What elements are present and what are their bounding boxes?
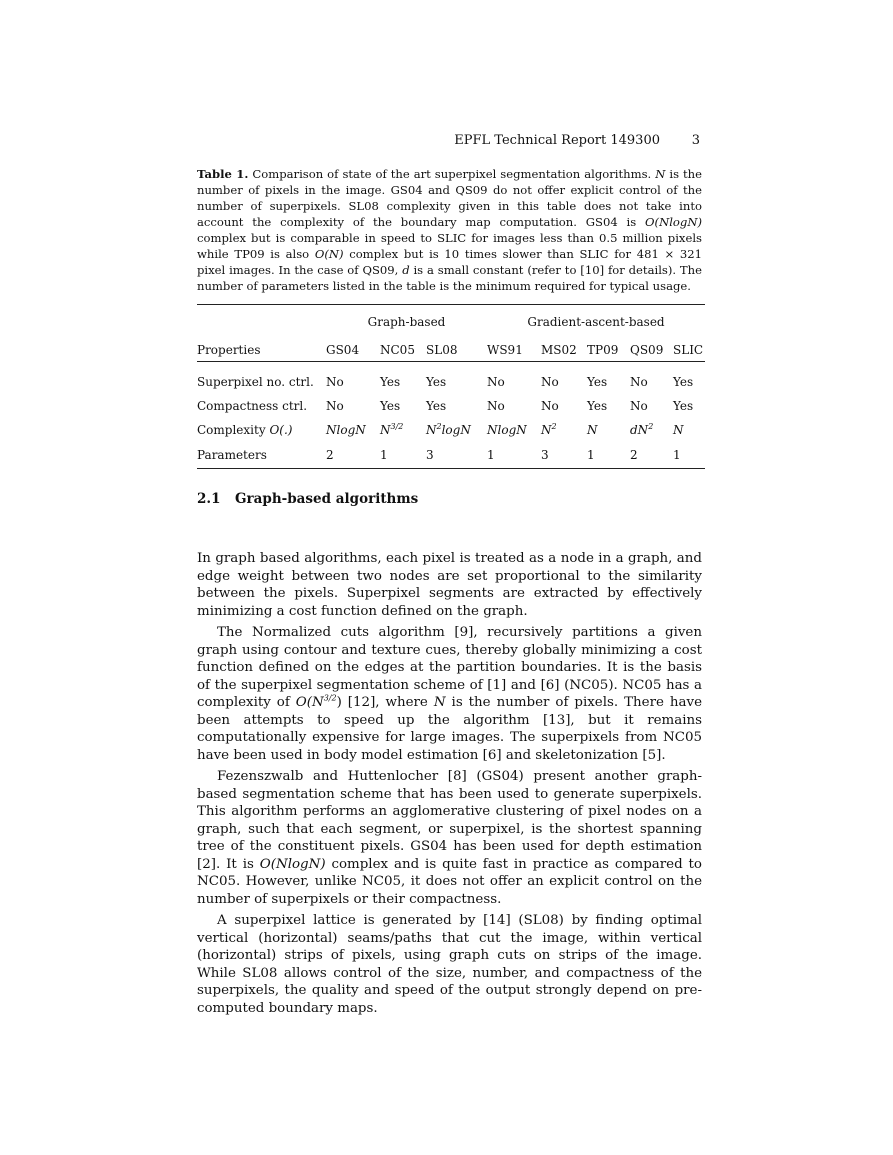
table-cell: 3 bbox=[541, 442, 587, 469]
table-cell: Yes bbox=[587, 375, 608, 389]
table-cell: No bbox=[541, 375, 559, 389]
running-header bbox=[197, 133, 700, 149]
table-row bbox=[197, 362, 705, 395]
body-text bbox=[197, 550, 702, 1021]
table-cell bbox=[380, 418, 426, 442]
math-sup: 2 bbox=[436, 422, 442, 431]
table-cell: NlogN bbox=[326, 423, 366, 437]
paragraph-text: is the number of pixels. There have been attempts to speed up the algorithm [13], but it remains computationally expensive for large images. The superpixels from NC05 have been used in body model estimation [6] and skeletonization [5]. bbox=[197, 695, 702, 763]
col-header: GS04 bbox=[326, 339, 380, 362]
group-gradient-ascent: Gradient-ascent-based bbox=[527, 315, 665, 329]
col-properties: Properties bbox=[197, 339, 326, 362]
table-cell: 1 bbox=[673, 442, 705, 469]
table-cell: 2 bbox=[630, 442, 673, 469]
paragraph bbox=[197, 768, 702, 908]
table-cell: No bbox=[487, 399, 505, 413]
math-base: dN bbox=[630, 423, 649, 437]
row-label-math: O(.) bbox=[269, 423, 293, 437]
caption-math: O(N) bbox=[314, 247, 344, 261]
table-cell: 2 bbox=[326, 442, 380, 469]
inline-math: N bbox=[433, 695, 446, 710]
page-number: 3 bbox=[691, 133, 700, 148]
inline-math: O(NlogN) bbox=[259, 856, 326, 872]
col-header: SL08 bbox=[426, 339, 487, 362]
table-cell: Yes bbox=[426, 399, 447, 413]
col-header: SLIC bbox=[673, 339, 705, 362]
caption-math: d bbox=[402, 263, 410, 277]
table-cell: Yes bbox=[673, 399, 694, 413]
table-caption bbox=[197, 166, 702, 294]
table-cell: N bbox=[587, 423, 598, 437]
paragraph-text: Fezenszwalb and Huttenlocher [8] (GS04) present another graph-based segmentation scheme that has been used to generate superpixels. This algorithm performs an agglomerative clustering of pixel nodes on a graph, such that each segment, or superpixel, is the shortest spanning tree of the constituent pixels. GS04 has been used for depth estimation [2]. It is bbox=[197, 769, 702, 872]
math-sup: 2 bbox=[648, 422, 654, 431]
inline-math: O(N bbox=[295, 695, 324, 710]
table-header-row bbox=[197, 339, 705, 362]
table-cell: 3 bbox=[426, 442, 487, 469]
table-cell bbox=[630, 418, 673, 442]
paragraph-text: The Normalized cuts algorithm [9], recursively partitions a given graph using contour and texture cues, thereby globally minimizing a cost function defined on the edges at the partition boundaries. It is the basis of the superpixel segmentation scheme of [1] and [6] (NC05). NC05 has a complexity of bbox=[197, 625, 702, 710]
group-graph-based: Graph-based bbox=[367, 315, 446, 329]
col-header: MS02 bbox=[541, 339, 587, 362]
col-header: QS09 bbox=[630, 339, 673, 362]
caption-text: is the number of pixels in the image. GS04 and QS09 do not offer explicit control of the number of superpixels. SL08 complexity given in this table does not take into account the complexity of the boundary map computation. GS04 is bbox=[197, 167, 703, 229]
section-number: 2.1 bbox=[197, 491, 221, 507]
table-cell: No bbox=[630, 399, 648, 413]
row-label: Parameters bbox=[197, 442, 326, 469]
math-sup: 3/2 bbox=[390, 422, 404, 431]
table-cell: No bbox=[630, 375, 648, 389]
col-header: WS91 bbox=[487, 339, 541, 362]
paragraph bbox=[197, 624, 702, 764]
table-cell: Yes bbox=[426, 375, 447, 389]
table-cell: Yes bbox=[380, 375, 401, 389]
paragraph: In graph based algorithms, each pixel is treated as a node in a graph, and edge weight between two nodes are set proportional to the similarity between the pixels. Superpixel segments are extracted by effectively minimizing a cost function defined on the graph. bbox=[197, 551, 702, 619]
table-cell: No bbox=[326, 375, 344, 389]
math-base: N bbox=[541, 423, 552, 437]
running-title: EPFL Technical Report 149300 bbox=[454, 133, 660, 148]
math-sup: 2 bbox=[551, 422, 557, 431]
paragraph-text: [12], where bbox=[341, 695, 434, 710]
section-title: Graph-based algorithms bbox=[235, 491, 419, 507]
caption-text: is a small constant (refer to [10] for details). The number of parameters listed in the table is the minimum required for typical usage. bbox=[197, 263, 702, 293]
paragraph-text: complex and is quite fast in practice as compared to NC05. However, unlike NC05, it does not offer an explicit control on the number of superpixels or their compactness. bbox=[197, 856, 702, 907]
table-cell: N bbox=[673, 423, 684, 437]
caption-text: complex but is comparable in speed to SLIC for images less than 0.5 million pixels while TP09 is also bbox=[197, 231, 702, 261]
table-cell: 1 bbox=[487, 442, 541, 469]
caption-math: O(NlogN) bbox=[645, 215, 702, 229]
table-cell: No bbox=[541, 399, 559, 413]
math-base: N bbox=[380, 423, 391, 437]
inline-math-sup: 3/2 bbox=[323, 693, 337, 703]
col-header: TP09 bbox=[587, 339, 630, 362]
row-label: Superpixel no. ctrl. bbox=[197, 375, 314, 389]
table-row bbox=[197, 394, 705, 418]
math-base: N bbox=[426, 423, 437, 437]
table-cell: 1 bbox=[380, 442, 426, 469]
math-rest: logN bbox=[441, 423, 471, 437]
table-row bbox=[197, 442, 705, 469]
table-cell: NlogN bbox=[487, 423, 527, 437]
table-cell: 1 bbox=[587, 442, 630, 469]
caption-math: N bbox=[655, 167, 666, 181]
table-cell: No bbox=[326, 399, 344, 413]
row-label: Compactness ctrl. bbox=[197, 399, 308, 413]
row-label-text: Complexity bbox=[197, 423, 270, 437]
table-row bbox=[197, 418, 705, 442]
comparison-table bbox=[197, 305, 705, 469]
table-cell bbox=[426, 418, 487, 442]
table-group-row bbox=[197, 305, 705, 339]
caption-text: complex but is 10 times slower than SLIC for 481 × 321 pixel images. In the case of QS09, bbox=[197, 247, 702, 277]
table-cell bbox=[541, 418, 587, 442]
table-cell: No bbox=[487, 375, 505, 389]
paragraph: A superpixel lattice is generated by [14] (SL08) by finding optimal vertical (horizontal) seams/paths that cut the image, within vertical (horizontal) strips of pixels, using graph cuts on strips of the image. While SL08 allows control of the size, number, and compactness of the superpixels, the quality and speed of the output strongly depend on pre-computed boundary maps. bbox=[197, 913, 702, 1016]
section-heading bbox=[197, 491, 418, 507]
col-header: NC05 bbox=[380, 339, 426, 362]
table-cell: Yes bbox=[380, 399, 401, 413]
row-label bbox=[197, 418, 326, 442]
table-cell: Yes bbox=[673, 375, 694, 389]
inline-math: ) bbox=[336, 695, 342, 710]
table-cell: Yes bbox=[587, 399, 608, 413]
caption-label: Table 1. bbox=[197, 167, 249, 181]
caption-text: Comparison of state of the art superpixel segmentation algorithms. bbox=[248, 167, 656, 181]
